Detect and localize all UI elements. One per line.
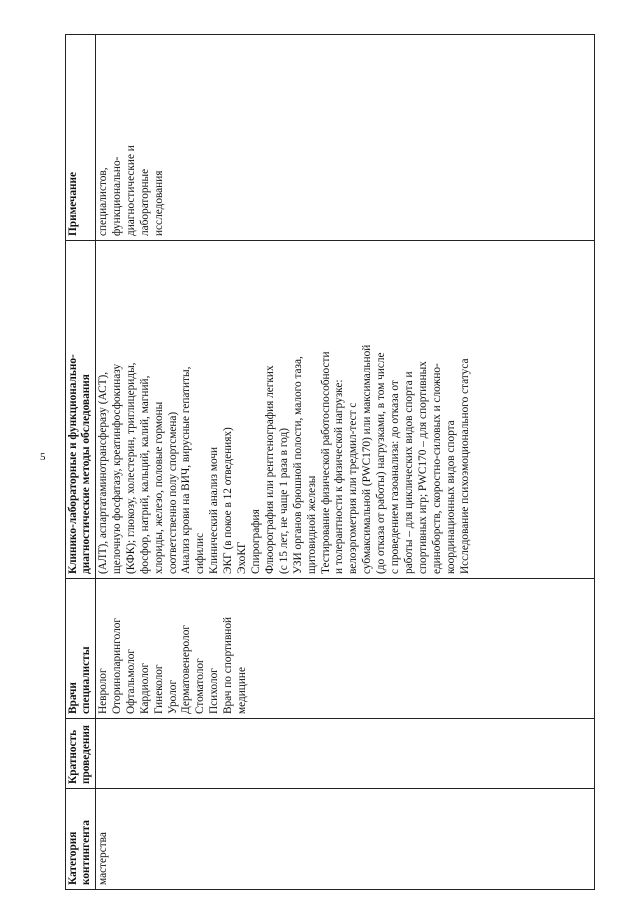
medical-exam-table (65, 34, 595, 890)
doctor-line: медицине (236, 667, 249, 714)
method-line: координационных видов спорта (444, 420, 457, 574)
method-line: велоэргометрия или тредмил-тест с (347, 402, 360, 574)
header-frequency (66, 719, 96, 789)
header-doctors (66, 579, 96, 719)
doctor-line: Офтальмолог (124, 648, 137, 714)
header-category (66, 789, 96, 890)
doctor-line: Психолог (208, 668, 221, 714)
page-number: 5 (40, 451, 46, 463)
method-line: щелочную фосфатазу, креатинфосфокиназу (110, 363, 123, 574)
method-line: субмаксимальной (PWC170) или максимальной (361, 344, 374, 574)
header-line: Примечание (67, 171, 79, 236)
doctor-line: Гинеколог (152, 664, 165, 714)
method-line: (с 15 лет, не чаще 1 раза в год) (277, 427, 290, 574)
note-line: специалистов, (97, 167, 109, 236)
cell-line: мастерства (97, 832, 109, 885)
method-line: (АЛТ), аспартатаминотрансферазу (АСТ), (97, 371, 109, 574)
cell-methods (96, 241, 595, 579)
table-row (96, 35, 595, 890)
doctor-line: Невролог (97, 668, 109, 714)
method-line: работы – для циклических видов спорта и (402, 371, 415, 574)
method-line: Флюорография или рентгенография легких (263, 365, 276, 574)
note-line: функционально- (110, 156, 123, 236)
header-line: контингента (80, 820, 92, 885)
header-line: специалисты (80, 646, 92, 714)
method-line: хлориды, железо, половые гормоны (152, 401, 165, 574)
method-line: Тестирование физической работоспособности (319, 351, 332, 574)
doctor-line: Дерматовенеролог (180, 625, 193, 714)
doctor-line: Уролог (166, 679, 179, 714)
method-line: ЭхоКГ (236, 541, 249, 574)
note-line: диагностические и (124, 145, 137, 236)
method-line: (КФК); глюкозу, холестерин, триглицериды, (124, 362, 137, 574)
method-line: с проведением газоанализа: до отказа от (389, 380, 402, 574)
header-line: Кратность (67, 729, 79, 784)
method-line: (до отказа от работы) нагрузками, в том числе (375, 352, 388, 574)
cell-frequency (96, 719, 595, 789)
note-line: лабораторные (138, 168, 151, 236)
method-line: спортивных игр; PWC170 – для спортивных (416, 361, 429, 574)
method-line: и толерантности к физической нагрузке: (333, 379, 346, 574)
method-line: Спирография (249, 509, 262, 574)
doctor-line: Врач по спортивной (222, 616, 235, 714)
header-line: Категория (67, 831, 79, 885)
method-line: щитовидной железы (305, 475, 318, 574)
header-line: проведения (80, 725, 92, 784)
rotated-page-content (65, 35, 595, 890)
note-line: исследования (152, 170, 165, 236)
method-line: ЭКГ (в покое в 12 отведениях) (222, 427, 235, 574)
method-line: фосфор, натрий, кальций, калий, магний, (138, 375, 151, 574)
doctor-line: Оториноларинголог (110, 618, 123, 714)
cell-category (96, 789, 595, 890)
cell-note (96, 35, 595, 241)
doctor-line: Стоматолог (194, 658, 207, 714)
header-line: диагностические методы обследования (80, 374, 92, 574)
method-line: Анализ крови на ВИЧ, вирусные гепатиты, (180, 366, 193, 574)
method-line: единоборств, скоростно-силовых и сложно- (430, 363, 443, 574)
header-note (66, 35, 96, 241)
header-line: Клинико-лабораторные и функционально- (67, 354, 79, 574)
method-line: Исследование психоэмоционального статуса (458, 358, 471, 574)
table-header-row (66, 35, 96, 890)
cell-doctors (96, 579, 595, 719)
header-line: Врачи (67, 682, 79, 714)
method-line: соответственно полу спортсмена) (166, 411, 179, 574)
doctor-line: Кардиолог (138, 662, 151, 714)
method-line: УЗИ органов брюшной полости, малого таза, (291, 356, 304, 574)
header-methods (66, 241, 96, 579)
method-line: сифилис (194, 532, 207, 574)
method-line: Клинический анализ мочи (208, 446, 221, 574)
